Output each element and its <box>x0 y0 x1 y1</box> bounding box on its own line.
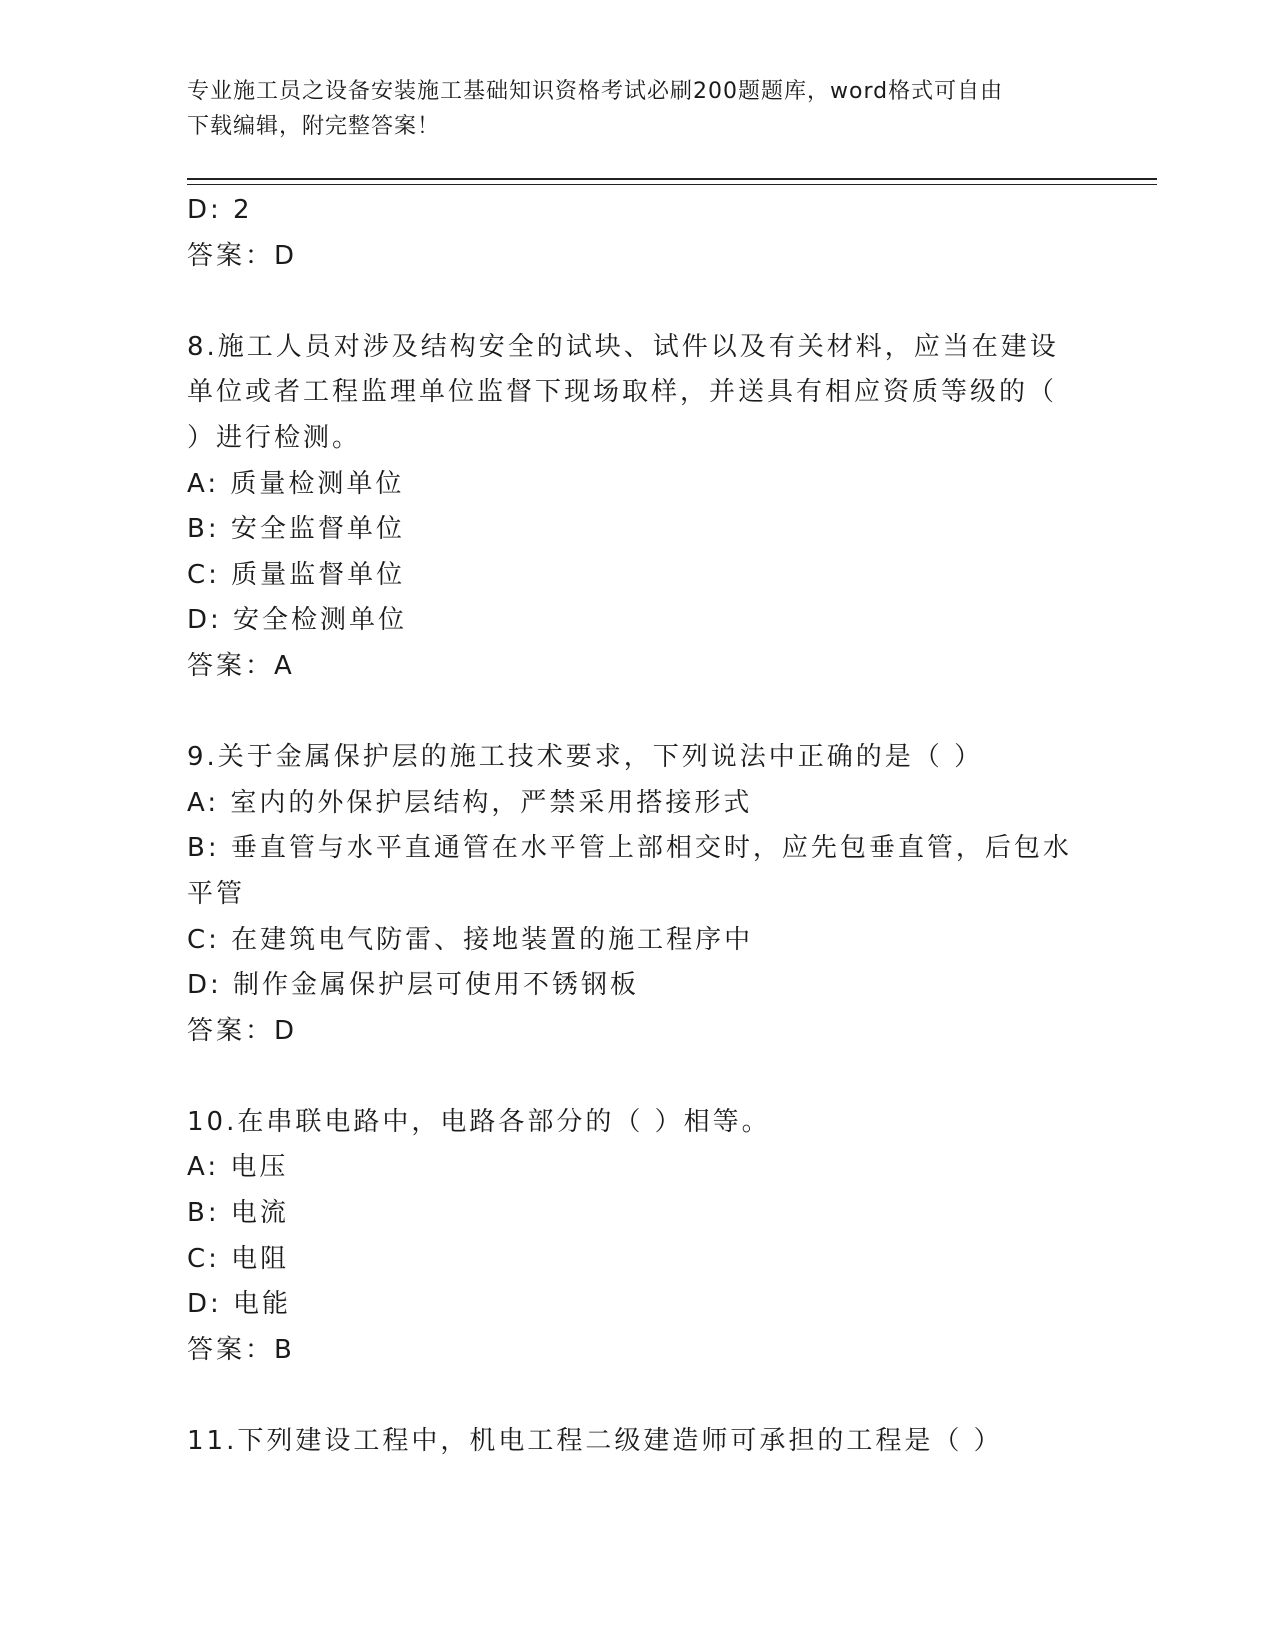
q8-option-a: A: 质量检测单位 <box>187 468 405 499</box>
spacer <box>187 1373 1087 1419</box>
q8-stem-line-2: 单位或者工程监理单位监督下现场取样，并送具有相应资质等级的（ <box>187 377 1058 408</box>
q9-answer: 答案：D <box>187 1015 298 1046</box>
q10-stem: 10.在串联电路中，电路各部分的（ ）相等。 <box>187 1106 771 1137</box>
question-list <box>187 188 1087 1465</box>
q10-option-b: B: 电流 <box>187 1198 289 1229</box>
q8-stem-line-3: ）进行检测。 <box>187 422 362 453</box>
q8-option-b: B: 安全监督单位 <box>187 514 405 545</box>
q9-option-a: A: 室内的外保护层结构，严禁采用搭接形式 <box>187 787 753 818</box>
question-7 <box>187 188 1087 279</box>
header-divider-thin <box>187 184 1157 185</box>
q10-answer: 答案：B <box>187 1334 295 1365</box>
q9-option-c: C: 在建筑电气防雷、接地装置的施工程序中 <box>187 924 754 955</box>
spacer <box>187 1054 1087 1100</box>
q8-answer: 答案：A <box>187 650 295 681</box>
q9-option-b-line-1: B: 垂直管与水平直通管在水平管上部相交时，应先包垂直管，后包水 <box>187 833 1072 864</box>
header-divider-thick <box>187 178 1157 180</box>
q9-stem: 9.关于金属保护层的施工技术要求，下列说法中正确的是（ ） <box>187 742 984 773</box>
q8-option-c: C: 质量监督单位 <box>187 559 406 590</box>
q8-option-d: D: 安全检测单位 <box>187 605 408 636</box>
question-11 <box>187 1419 1087 1465</box>
spacer <box>187 279 1087 325</box>
question-10 <box>187 1100 1087 1374</box>
page-header <box>187 74 1087 144</box>
question-8 <box>187 325 1087 690</box>
question-9 <box>187 735 1087 1054</box>
q9-option-d: D: 制作金属保护层可使用不锈钢板 <box>187 970 640 1001</box>
header-line-1: 专业施工员之设备安装施工基础知识资格考试必刷200题题库，word格式可自由 <box>187 79 1004 104</box>
q9-option-b-line-2: 平管 <box>187 878 246 909</box>
q10-option-c: C: 电阻 <box>187 1243 290 1274</box>
q7-answer: 答案：D <box>187 240 298 271</box>
q10-option-a: A: 电压 <box>187 1152 289 1183</box>
q11-stem: 11.下列建设工程中，机电工程二级建造师可承担的工程是（ ） <box>187 1426 1003 1457</box>
q7-option-d: D: 2 <box>187 195 253 225</box>
q10-option-d: D: 电能 <box>187 1289 292 1320</box>
header-line-2: 下载编辑，附完整答案！ <box>187 114 441 139</box>
q8-stem-line-1: 8.施工人员对涉及结构安全的试块、试件以及有关材料，应当在建设 <box>187 331 1059 362</box>
spacer <box>187 690 1087 736</box>
